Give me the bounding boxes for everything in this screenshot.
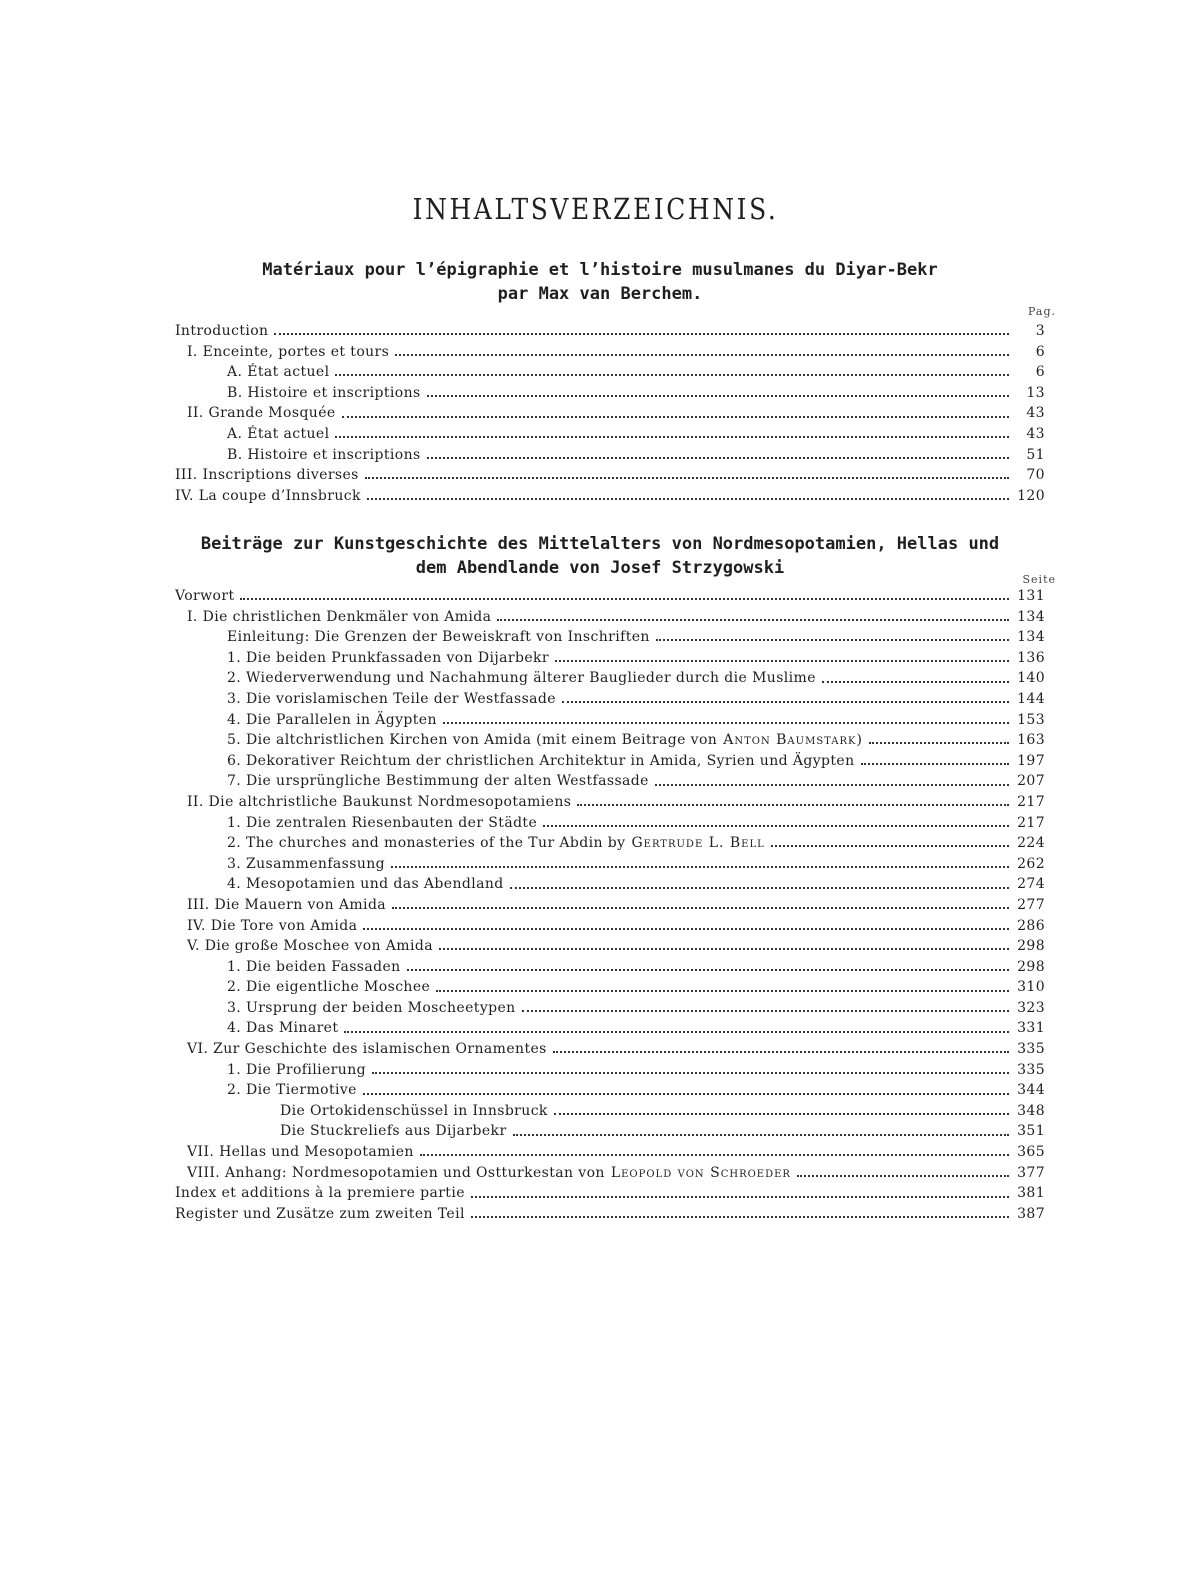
dot-leader	[344, 1031, 1009, 1033]
toc-entry-page: 387	[1017, 1205, 1045, 1222]
toc-entry-page: 217	[1017, 814, 1045, 831]
toc-entry-page: 6	[1035, 343, 1045, 360]
toc-entry-title: V. Die große Moschee von Amida	[187, 938, 433, 955]
dot-leader	[363, 1093, 1009, 1095]
toc-entry-title: 7. Die ursprüngliche Bestimmung der alten Westfassade	[227, 773, 649, 790]
toc-entry-page: 136	[1017, 649, 1045, 666]
dot-leader	[861, 763, 1009, 765]
toc-entry	[175, 1204, 1045, 1225]
toc-entry-page: 140	[1017, 670, 1045, 687]
toc-entry-title: 4. Mesopotamien und das Abendland	[227, 876, 504, 893]
toc-entry	[175, 1163, 1045, 1184]
toc-entry-page: 286	[1017, 917, 1045, 934]
section2-heading-line2: dem Abendlande von Josef Strzygowski	[415, 558, 785, 578]
dot-leader	[553, 1051, 1009, 1053]
dot-leader	[427, 395, 1009, 397]
section2-toc	[175, 586, 1045, 1224]
toc-entry	[175, 586, 1045, 607]
section1-heading-line2: par Max van Berchem.	[497, 284, 703, 304]
toc-entry-page: 51	[1026, 446, 1045, 463]
dot-leader	[497, 619, 1009, 621]
toc-entry	[175, 465, 1045, 486]
dot-leader	[655, 784, 1009, 786]
dot-leader	[656, 639, 1009, 641]
toc-entry	[175, 730, 1045, 751]
toc-entry-title: B. Histoire et inscriptions	[227, 446, 421, 463]
page-title: INHALTSVERZEICHNIS.	[412, 192, 779, 226]
toc-entry-title: Introduction	[175, 323, 269, 339]
toc-entry	[175, 916, 1045, 937]
toc-entry	[175, 1080, 1045, 1101]
toc-entry	[175, 833, 1045, 854]
toc-entry	[175, 445, 1045, 466]
toc-entry	[175, 854, 1045, 875]
dot-leader	[771, 845, 1009, 847]
toc-entry-page: 377	[1017, 1164, 1045, 1181]
toc-entry	[175, 321, 1045, 342]
toc-entry-title: III. Inscriptions diverses	[175, 467, 359, 484]
toc-entry-title: 2. Die eigentliche Moschee	[227, 979, 431, 996]
section2-heading	[160, 532, 1040, 580]
dot-leader	[420, 1154, 1009, 1156]
toc-entry	[175, 998, 1045, 1019]
toc-entry-title: Einleitung: Die Grenzen der Beweiskraft von Inschriften	[227, 629, 650, 646]
toc-entry-title: VIII. Anhang: Nordmesopotamien und Ostturkestan von	[187, 1164, 605, 1181]
toc-entry-page: 207	[1017, 773, 1045, 790]
toc-entry-page: 331	[1017, 1020, 1045, 1037]
toc-entry-title: A. État actuel	[227, 425, 330, 442]
toc-entry-title: Vorwort	[175, 588, 235, 604]
toc-entry-page: 13	[1026, 384, 1045, 401]
toc-entry-title: 2. Die Tiermotive	[227, 1082, 357, 1099]
toc-entry-page: 3	[1035, 323, 1045, 339]
dot-leader	[443, 722, 1009, 724]
dot-leader	[367, 498, 1009, 500]
dot-leader	[439, 948, 1009, 950]
toc-entry-page: 298	[1017, 938, 1045, 955]
toc-entry-title: 3. Ursprung der beiden Moscheetypen	[227, 999, 516, 1016]
toc-entry-page: 323	[1017, 999, 1045, 1016]
dot-leader	[522, 1010, 1009, 1012]
toc-entry-page: 344	[1017, 1082, 1045, 1099]
toc-entry	[175, 1018, 1045, 1039]
toc-entry-page: 381	[1017, 1185, 1045, 1202]
dot-leader	[555, 660, 1009, 662]
toc-entry-title: 2. Wiederverwendung und Nachahmung älterer Bauglieder durch die Muslime	[227, 670, 816, 687]
toc-entry-page: 163	[1017, 732, 1045, 749]
dot-leader	[365, 477, 1009, 479]
toc-entry-page: 217	[1017, 793, 1045, 810]
toc-entry	[175, 1183, 1045, 1204]
toc-entry-title: VI. Zur Geschichte des islamischen Ornamentes	[187, 1041, 547, 1058]
dot-leader	[510, 887, 1009, 889]
toc-entry-title: 1. Die Profilierung	[227, 1061, 366, 1078]
dot-leader	[407, 969, 1009, 971]
section1-page-label: Pag.	[1027, 305, 1056, 318]
toc-entry-page: 274	[1017, 876, 1045, 893]
dot-leader	[797, 1175, 1009, 1177]
toc-entry	[175, 1039, 1045, 1060]
toc-entry-title: 5. Die altchristlichen Kirchen von Amida (mit einem Beitrage von	[227, 732, 718, 749]
toc-entry-page: 43	[1026, 405, 1045, 422]
toc-entry	[175, 362, 1045, 383]
section1-heading	[160, 258, 1040, 306]
toc-entry-author: Gertrude L. Bell	[631, 835, 765, 852]
dot-leader	[427, 457, 1009, 459]
toc-entry-title: A. État actuel	[227, 364, 330, 381]
section1-toc	[175, 321, 1045, 506]
toc-entry-title: III. Die Mauern von Amida	[187, 896, 387, 913]
toc-entry-page: 335	[1017, 1041, 1045, 1058]
toc-entry-page: 262	[1017, 855, 1045, 872]
toc-entry-title: I. Enceinte, portes et tours	[187, 343, 390, 360]
toc-entry-page: 134	[1017, 608, 1045, 625]
dot-leader	[822, 681, 1009, 683]
toc-entry-page: 120	[1017, 487, 1045, 504]
toc-entry	[175, 1121, 1045, 1142]
dot-leader	[342, 416, 1009, 418]
toc-entry-title: 2. The churches and monasteries of the Tur Abdin by	[227, 835, 626, 852]
dot-leader	[554, 1113, 1009, 1115]
dot-leader	[392, 907, 1009, 909]
toc-entry-title: 4. Die Parallelen in Ägypten	[227, 711, 437, 728]
toc-entry-page: 70	[1026, 467, 1045, 484]
toc-entry-title: Register und Zusätze zum zweiten Teil	[175, 1205, 465, 1222]
dot-leader	[513, 1134, 1009, 1136]
toc-entry-title: B. Histoire et inscriptions	[227, 384, 421, 401]
toc-entry-title: Index et additions à la premiere partie	[175, 1185, 465, 1202]
dot-leader	[869, 742, 1009, 744]
toc-entry	[175, 627, 1045, 648]
toc-entry	[175, 607, 1045, 628]
toc-entry-page: 277	[1017, 896, 1045, 913]
toc-entry-title: 3. Zusammenfassung	[227, 855, 386, 872]
toc-entry-author: Leopold von Schroeder	[610, 1164, 791, 1181]
toc-entry-title: IV. La coupe d’Innsbruck	[175, 487, 361, 504]
dot-leader	[562, 701, 1009, 703]
toc-entry-page: 6	[1035, 364, 1045, 381]
toc-entry	[175, 710, 1045, 731]
toc-entry	[175, 1101, 1045, 1122]
toc-entry-title: I. Die christlichen Denkmäler von Amida	[187, 608, 492, 625]
toc-entry-title: VII. Hellas und Mesopotamien	[187, 1144, 414, 1161]
toc-entry-title: Die Ortokidenschüssel in Innsbruck	[280, 1102, 548, 1119]
dot-leader	[363, 928, 1009, 930]
toc-entry	[175, 648, 1045, 669]
toc-entry	[175, 895, 1045, 916]
toc-entry	[175, 486, 1045, 507]
toc-entry-page: 348	[1017, 1102, 1045, 1119]
dot-leader	[391, 866, 1009, 868]
toc-entry	[175, 977, 1045, 998]
toc-entry	[175, 957, 1045, 978]
toc-entry	[175, 1142, 1045, 1163]
toc-entry-page: 351	[1017, 1123, 1045, 1140]
dot-leader	[240, 598, 1009, 600]
toc-entry-title: 1. Die zentralen Riesenbauten der Städte	[227, 814, 538, 831]
dot-leader	[335, 436, 1009, 438]
dot-leader	[577, 804, 1009, 806]
toc-entry-title: 1. Die beiden Fassaden	[227, 958, 401, 975]
toc-entry-page: 197	[1017, 752, 1045, 769]
toc-entry-page: 310	[1017, 979, 1045, 996]
toc-entry	[175, 813, 1045, 834]
dot-leader	[471, 1196, 1009, 1198]
toc-entry	[175, 792, 1045, 813]
toc-entry-page: 153	[1017, 711, 1045, 728]
dot-leader	[335, 374, 1009, 376]
toc-entry-page: 144	[1017, 690, 1045, 707]
toc-entry-page: 131	[1017, 588, 1045, 604]
section2-page-label: Seite	[1022, 573, 1056, 586]
toc-entry	[175, 751, 1045, 772]
toc-entry-page: 365	[1017, 1144, 1045, 1161]
toc-entry	[175, 771, 1045, 792]
toc-entry	[175, 383, 1045, 404]
toc-entry-title: II. Grande Mosquée	[187, 405, 336, 422]
toc-entry-title: II. Die altchristliche Baukunst Nordmesopotamiens	[187, 793, 572, 810]
dot-leader	[395, 354, 1009, 356]
toc-entry	[175, 424, 1045, 445]
toc-entry-title: 1. Die beiden Prunkfassaden von Dijarbekr	[227, 649, 549, 666]
dot-leader	[436, 990, 1009, 992]
toc-entry-page: 224	[1017, 835, 1045, 852]
toc-entry	[175, 403, 1045, 424]
toc-entry	[175, 668, 1045, 689]
toc-entry	[175, 936, 1045, 957]
toc-entry	[175, 689, 1045, 710]
toc-entry-page: 134	[1017, 629, 1045, 646]
toc-entry-author: Anton Baumstark)	[723, 732, 863, 749]
toc-entry-title: 3. Die vorislamischen Teile der Westfassade	[227, 690, 556, 707]
toc-entry-title: 4. Das Minaret	[227, 1020, 339, 1037]
toc-entry	[175, 874, 1045, 895]
toc-entry-title: 6. Dekorativer Reichtum der christlichen Architektur in Amida, Syrien und Ägypten	[227, 752, 855, 769]
section1-heading-line1: Matériaux pour l’épigraphie et l’histoire musulmanes du Diyar-Bekr	[262, 260, 938, 280]
dot-leader	[543, 825, 1009, 827]
toc-entry-page: 43	[1026, 425, 1045, 442]
toc-entry-page: 298	[1017, 958, 1045, 975]
toc-entry-title: Die Stuckreliefs aus Dijarbekr	[280, 1123, 507, 1140]
toc-entry-page: 335	[1017, 1061, 1045, 1078]
dot-leader	[471, 1216, 1009, 1218]
section2-heading-line1: Beiträge zur Kunstgeschichte des Mittelalters von Nordmesopotamien, Hellas und	[200, 534, 1000, 554]
toc-entry-title: IV. Die Tore von Amida	[187, 917, 358, 934]
dot-leader	[372, 1072, 1009, 1074]
toc-entry	[175, 1060, 1045, 1081]
dot-leader	[274, 333, 1009, 335]
toc-entry	[175, 342, 1045, 363]
